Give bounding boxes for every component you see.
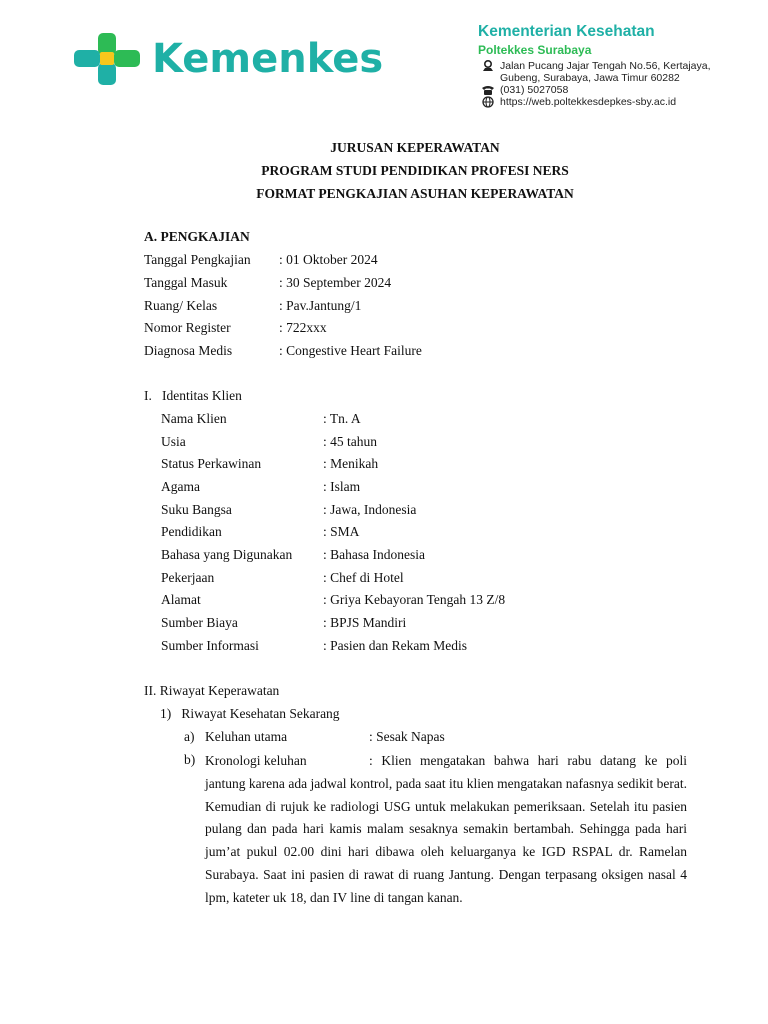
institution-name: Kementerian Kesehatan [478, 23, 655, 40]
location-icon [481, 60, 495, 72]
institution-block [478, 22, 655, 58]
field-label: Suku Bangsa [161, 502, 232, 517]
field-value: : Pasien dan Rekam Medis [323, 638, 467, 653]
field-label: Pendidikan [161, 524, 222, 539]
field-label: Tanggal Pengkajian [144, 252, 251, 267]
field-label: Agama [161, 479, 200, 494]
section-2-heading: II. Riwayat Keperawatan [144, 683, 280, 698]
item-b-value: : Klien mengatakan bahwa hari rabu datang ke poli jantung karena ada jadwal kontrol, pada saat itu klien mengatakan nafasnya sedikit berat. Kemudian di rujuk ke radiologi USG untuk melakukan pemeriksaan. Setelah itu pasien pulang dan pada hari kamis malam sesaknya semakin bertambah. Sehingga pada hari jum’at pukul 02.00 dini hari dibawa oleh keluarganya ke IGD RSPAL dr. Ramelan Surabaya. Saat ini pasien di rawat di ruang Jantung. Dengan terpasang oksigen nasal 4 lpm, kateter uk 18, dan IV line di tangan kanan. [205, 753, 687, 905]
item-b-label: Kronologi keluhan [205, 753, 307, 768]
item-b-marker: b) [184, 752, 196, 767]
field-value: : Islam [323, 479, 361, 494]
logo-wordmark: Kemenkes [152, 36, 384, 82]
field-value: : 722xxx [279, 320, 327, 335]
field-label: Bahasa yang Digunakan [161, 547, 293, 562]
field-value: : Tn. A [323, 411, 361, 426]
field-value: : Griya Kebayoran Tengah 13 Z/8 [323, 592, 506, 607]
address-text: Jalan Pucang Jajar Tengah No.56, Kertajaya, Gubeng, Surabaya, Jawa Timur 60282 [500, 60, 711, 84]
field-value: : Pav.Jantung/1 [279, 298, 362, 313]
field-label: Alamat [161, 592, 201, 607]
section-1-heading: I. Identitas Klien [144, 388, 242, 403]
kemenkes-logo [74, 33, 383, 85]
sub-institution-name: Poltekkes Surabaya [478, 43, 592, 57]
website-row [481, 96, 711, 108]
title-jurusan: JURUSAN KEPERAWATAN [330, 140, 500, 155]
field-label: Pekerjaan [161, 570, 215, 585]
phone-row [481, 84, 711, 96]
field-label: Sumber Biaya [161, 615, 238, 630]
field-label: Nomor Register [144, 320, 231, 335]
item-b-paragraph [205, 750, 687, 910]
website-link[interactable]: https://web.poltekkesdepkes-sby.ac.id [500, 96, 677, 108]
subsection-1-heading: 1) Riwayat Kesehatan Sekarang [160, 706, 340, 721]
field-value: : SMA [323, 524, 360, 539]
field-label: Nama Klien [161, 411, 227, 426]
field-label: Ruang/ Kelas [144, 298, 218, 313]
field-label: Diagnosa Medis [144, 343, 233, 358]
field-label: Status Perkawinan [161, 456, 262, 471]
item-a-marker: a) [184, 729, 195, 744]
globe-icon [481, 96, 495, 108]
contact-info [481, 60, 711, 108]
item-a-label: Keluhan utama [205, 729, 288, 744]
field-value: : 30 September 2024 [279, 275, 392, 290]
field-value: : Menikah [323, 456, 379, 471]
phone-icon [481, 84, 495, 96]
field-value: : BPJS Mandiri [323, 615, 407, 630]
document-titles [0, 136, 768, 205]
field-label: Sumber Informasi [161, 638, 259, 653]
title-format: FORMAT PENGKAJIAN ASUHAN KEPERAWATAN [256, 186, 574, 201]
field-value: : Bahasa Indonesia [323, 547, 425, 562]
field-value: : Chef di Hotel [323, 570, 404, 585]
field-value: : Jawa, Indonesia [323, 502, 417, 517]
section-a-heading: A. PENGKAJIAN [144, 229, 250, 244]
address-row [481, 60, 711, 84]
phone-text: (031) 5027058 [500, 84, 569, 96]
kemenkes-logo-icon [74, 33, 140, 85]
item-a-value: : Sesak Napas [369, 729, 445, 744]
field-value: : Congestive Heart Failure [279, 343, 422, 358]
field-value: : 01 Oktober 2024 [279, 252, 378, 267]
title-program: PROGRAM STUDI PENDIDIKAN PROFESI NERS [261, 163, 569, 178]
field-label: Usia [161, 434, 186, 449]
field-label: Tanggal Masuk [144, 275, 228, 290]
field-value: : 45 tahun [323, 434, 377, 449]
